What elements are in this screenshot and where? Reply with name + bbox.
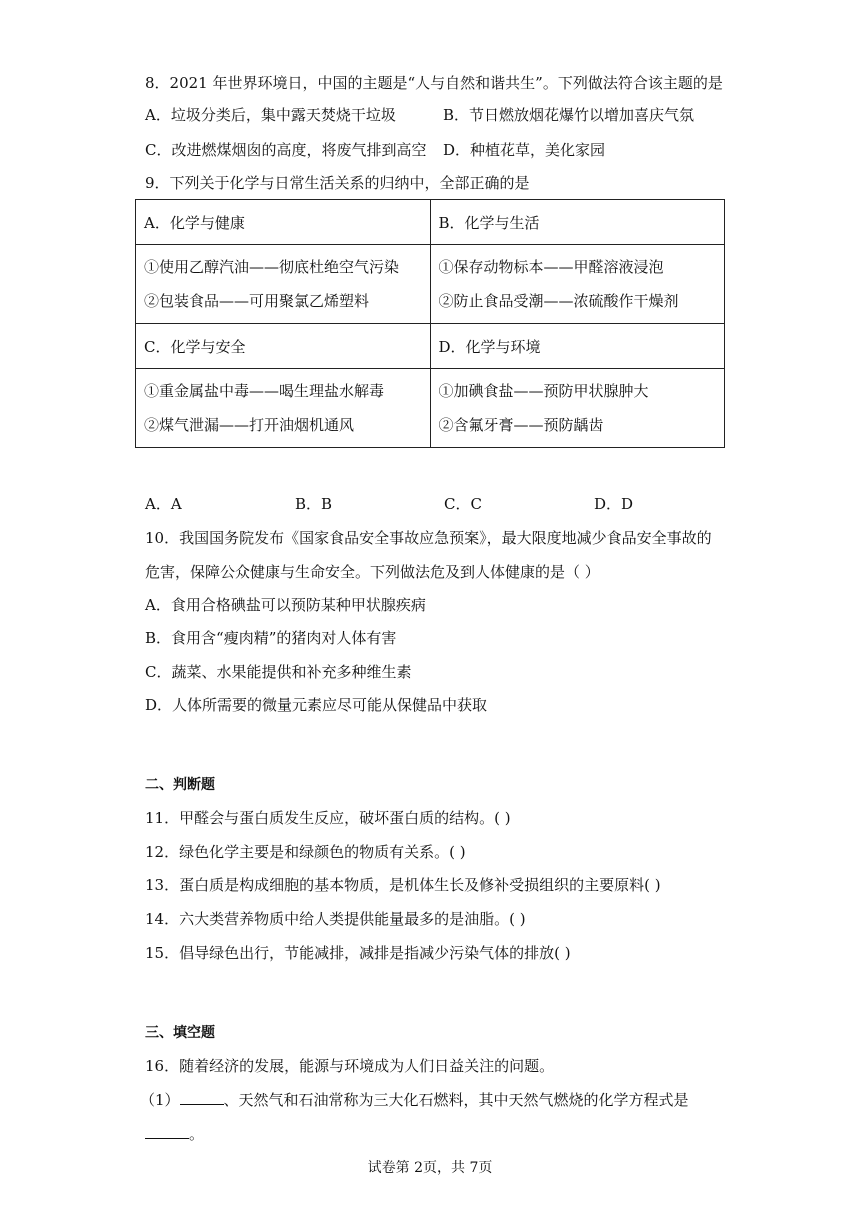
q9-d-item-1: ①加碘食盐——预防甲状腺肿大: [438, 382, 649, 400]
q9-cell-d-body: [430, 369, 725, 448]
section-3-title: 三、填空题: [145, 1025, 215, 1041]
q9-cell-c-body: [136, 369, 431, 448]
q10-option-b: B．食用含“瘦肉精”的猪肉对人体有害: [145, 629, 397, 647]
q12: 12．绿色化学主要是和绿颜色的物质有关系。( ): [145, 843, 466, 861]
q9-cell-d-head: D．化学与环境: [430, 324, 725, 369]
q9-cell-b-head: B．化学与生活: [430, 200, 725, 245]
q15: 15．倡导绿色出行，节能减排，减排是指减少污染气体的排放( ): [145, 944, 571, 962]
q16-part1-text: 、天然气和石油常称为三大化石燃料，其中天然气燃烧的化学方程式是: [223, 1091, 689, 1109]
section-2-title: 二、判断题: [145, 777, 215, 793]
q10-option-a: A．食用合格碘盐可以预防某种甲状腺疾病: [145, 596, 426, 614]
q9-cell-a-head: A．化学与健康: [136, 200, 431, 245]
q9-option-a: A．A: [145, 495, 182, 513]
q16-part1-prefix: （1）: [140, 1091, 180, 1109]
page-footer: 试卷第 2页，共 7页: [367, 1160, 493, 1176]
q9-b-item-2: ②防止食品受潮——浓硫酸作干燥剂: [438, 292, 679, 310]
q9-stem: 9．下列关于化学与日常生活关系的归纳中，全部正确的是: [145, 174, 530, 192]
q9-option-c: C．C: [444, 495, 482, 513]
q10-option-c: C．蔬菜、水果能提供和补充多种维生素: [145, 663, 412, 681]
q10-stem-line2: 危害，保障公众健康与生命安全。下列做法危及到人体健康的是（ ）: [145, 563, 600, 581]
q11: 11．甲醛会与蛋白质发生反应，破坏蛋白质的结构。( ): [145, 809, 511, 827]
q10-option-d: D．人体所需要的微量元素应尽可能从保健品中获取: [145, 696, 488, 714]
q9-cell-a-body: [136, 245, 431, 324]
q9-c-item-2: ②煤气泄漏——打开油烟机通风: [144, 416, 355, 434]
q8-option-d: D．种植花草，美化家园: [443, 141, 606, 159]
q16-part1-end: 。: [189, 1125, 205, 1143]
q9-table: [135, 199, 725, 448]
q13: 13．蛋白质是构成细胞的基本物质，是机体生长及修补受损组织的主要原料( ): [145, 876, 661, 894]
q9-a-item-2: ②包装食品——可用聚氯乙烯塑料: [144, 292, 370, 310]
q16-stem: 16．随着经济的发展，能源与环境成为人们日益关注的问题。: [145, 1057, 555, 1075]
q9-d-item-2: ②含氟牙膏——预防龋齿: [438, 416, 604, 434]
q9-a-item-1: ①使用乙醇汽油——彻底杜绝空气污染: [144, 258, 400, 276]
q9-b-item-1: ①保存动物标本——甲醛溶液浸泡: [438, 258, 664, 276]
q10-stem-line1: 10．我国国务院发布《国家食品安全事故应急预案》，最大限度地减少食品安全事故的: [145, 529, 712, 547]
q16-part1-line2: [145, 1124, 204, 1144]
q14: 14．六大类营养物质中给人类提供能量最多的是油脂。( ): [145, 910, 526, 928]
q8-option-a: A．垃圾分类后，集中露天焚烧干垃圾: [145, 106, 396, 124]
q16-blank-1[interactable]: [180, 1090, 224, 1105]
q9-cell-b-body: [430, 245, 725, 324]
q16-blank-2[interactable]: [145, 1124, 189, 1139]
q9-c-item-1: ①重金属盐中毒——喝生理盐水解毒: [144, 382, 385, 400]
q8-option-c: C．改进燃煤烟囱的高度，将废气排到高空: [145, 141, 427, 159]
q9-cell-c-head: C．化学与安全: [136, 324, 431, 369]
q9-option-d: D．D: [594, 495, 634, 513]
q8-option-b: B．节日燃放烟花爆竹以增加喜庆气氛: [443, 106, 695, 124]
q8-stem: 8．2021 年世界环境日，中国的主题是“人与自然和谐共生”。下列做法符合该主题的是: [145, 74, 723, 92]
q9-option-b: B．B: [295, 495, 333, 513]
q16-part1-line1: [140, 1090, 689, 1110]
